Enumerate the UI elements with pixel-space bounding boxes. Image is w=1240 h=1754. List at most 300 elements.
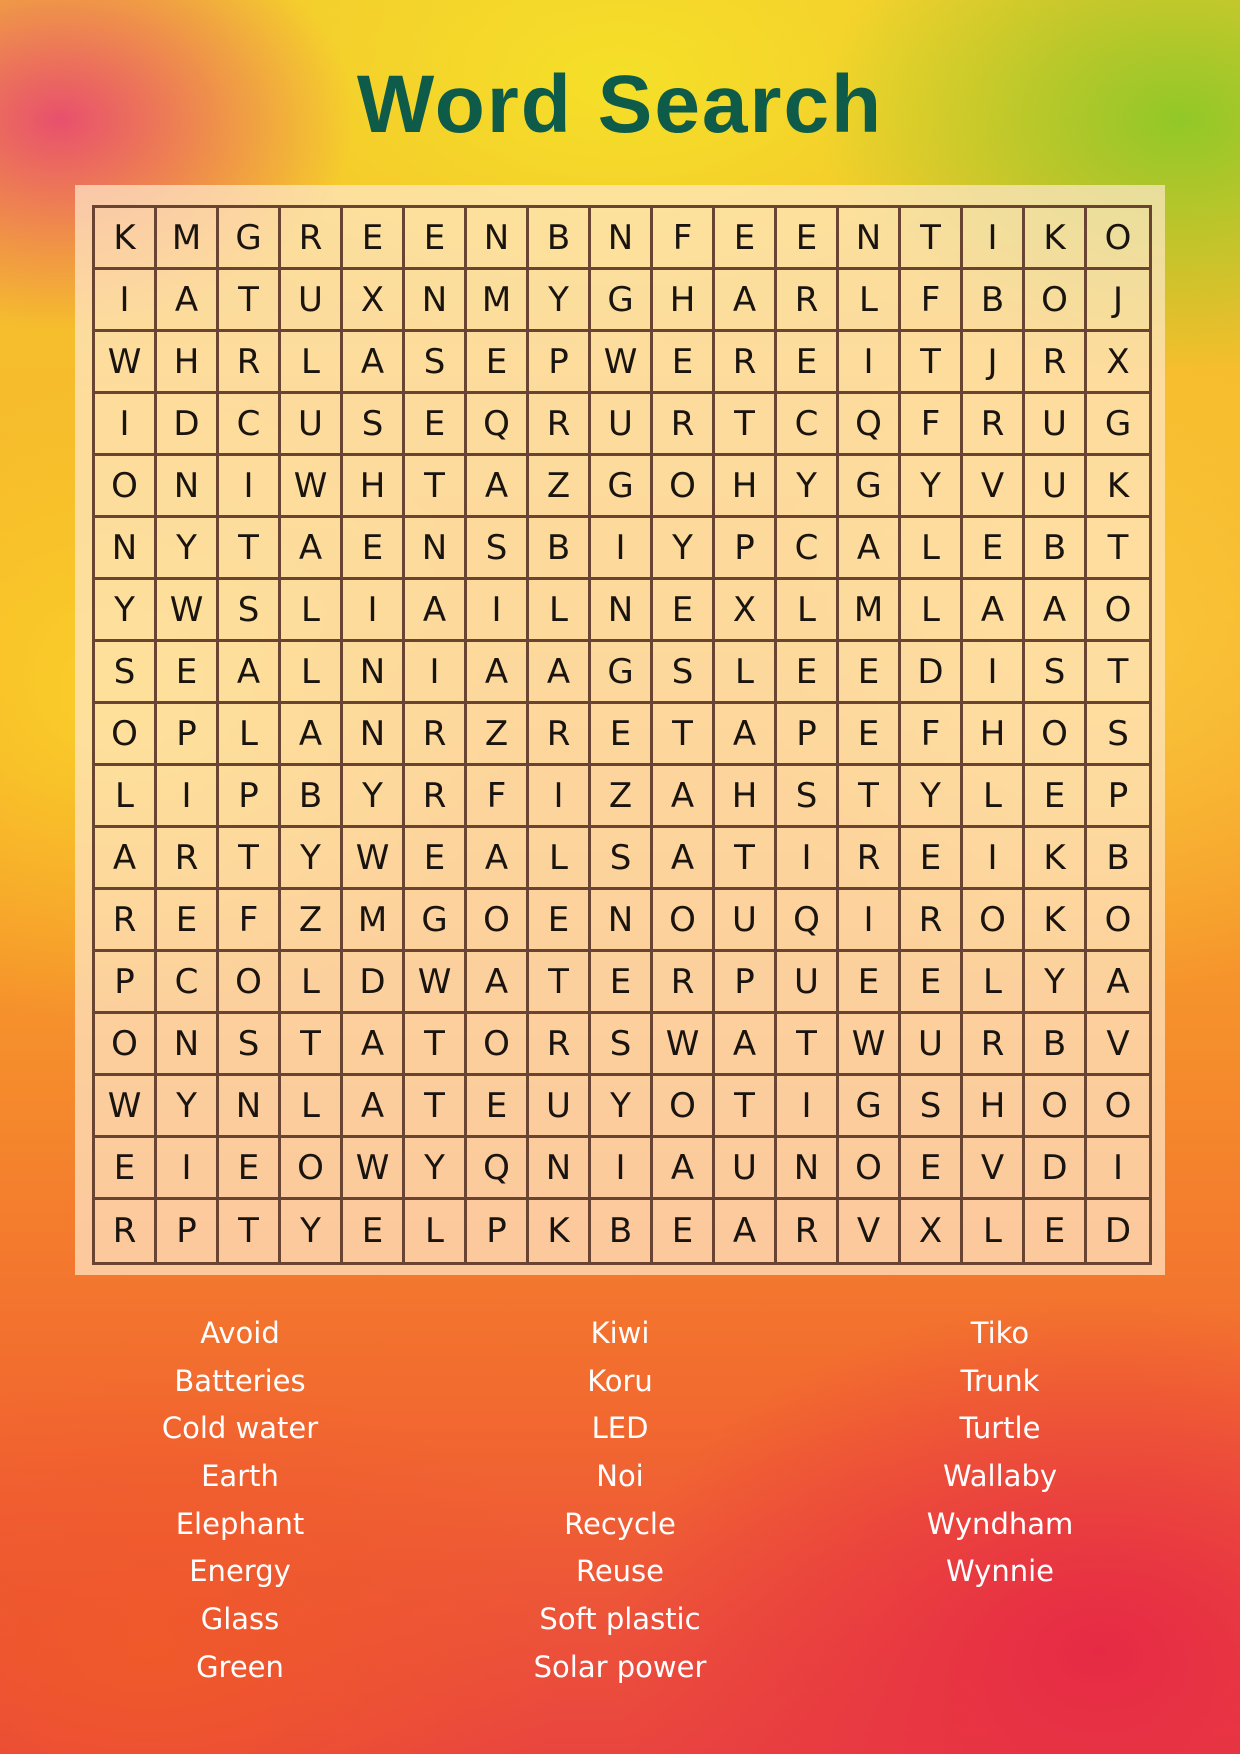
grid-cell[interactable]: I xyxy=(963,828,1025,890)
word-item: Kiwi xyxy=(590,1316,650,1350)
grid-cell[interactable]: S xyxy=(95,642,157,704)
grid-cell[interactable]: A xyxy=(839,518,901,580)
grid-cell[interactable]: N xyxy=(591,208,653,270)
grid-cell[interactable]: O xyxy=(95,704,157,766)
grid-cell[interactable]: Z xyxy=(529,456,591,518)
grid-cell[interactable]: W xyxy=(839,1014,901,1076)
grid-cell[interactable]: Y xyxy=(901,766,963,828)
word-item: Wynnie xyxy=(946,1554,1054,1589)
grid-cell[interactable]: E xyxy=(653,580,715,642)
grid-cell[interactable]: N xyxy=(529,1138,591,1200)
grid-cell[interactable]: M xyxy=(157,208,219,270)
grid-cell[interactable]: I xyxy=(839,332,901,394)
grid-cell[interactable]: J xyxy=(963,332,1025,394)
grid-cell[interactable]: Y xyxy=(1025,952,1087,1014)
grid-cell[interactable]: Z xyxy=(467,704,529,766)
grid-cell[interactable]: A xyxy=(715,1200,777,1262)
grid-cell[interactable]: L xyxy=(901,580,963,642)
grid-cell[interactable]: A xyxy=(343,1014,405,1076)
grid-cell[interactable]: H xyxy=(157,332,219,394)
grid-cell[interactable]: D xyxy=(1025,1138,1087,1200)
grid-cell[interactable]: Y xyxy=(157,518,219,580)
grid-cell[interactable]: L xyxy=(95,766,157,828)
grid-cell[interactable]: Z xyxy=(281,890,343,952)
grid-cell[interactable]: Y xyxy=(281,1200,343,1262)
grid-cell[interactable]: E xyxy=(95,1138,157,1200)
grid-cell[interactable]: S xyxy=(653,642,715,704)
grid-cell[interactable]: L xyxy=(963,766,1025,828)
grid-cell[interactable]: B xyxy=(1025,518,1087,580)
grid-cell[interactable]: P xyxy=(219,766,281,828)
grid-cell[interactable]: A xyxy=(281,518,343,580)
grid-cell[interactable]: X xyxy=(1087,332,1149,394)
grid-cell[interactable]: H xyxy=(715,766,777,828)
grid-cell[interactable]: Y xyxy=(157,1076,219,1138)
grid-cell[interactable]: S xyxy=(405,332,467,394)
grid-cell[interactable]: E xyxy=(529,890,591,952)
grid-cell[interactable]: I xyxy=(157,1138,219,1200)
grid-cell[interactable]: J xyxy=(1087,270,1149,332)
grid-cell[interactable]: H xyxy=(653,270,715,332)
grid-cell[interactable]: O xyxy=(467,1014,529,1076)
grid-cell[interactable]: N xyxy=(839,208,901,270)
grid-cell[interactable]: M xyxy=(343,890,405,952)
grid-cell[interactable]: V xyxy=(1087,1014,1149,1076)
grid-cell[interactable]: K xyxy=(95,208,157,270)
grid-cell[interactable]: E xyxy=(839,952,901,1014)
grid-cell[interactable]: O xyxy=(653,1076,715,1138)
grid-cell[interactable]: O xyxy=(219,952,281,1014)
grid-cell[interactable]: S xyxy=(1087,704,1149,766)
grid-cell[interactable]: L xyxy=(715,642,777,704)
grid-cell[interactable]: Y xyxy=(529,270,591,332)
grid-cell[interactable]: O xyxy=(1087,580,1149,642)
word-item: Trunk xyxy=(960,1363,1040,1398)
grid-cell[interactable]: X xyxy=(715,580,777,642)
grid-cell[interactable]: A xyxy=(467,642,529,704)
grid-cell[interactable]: T xyxy=(405,1076,467,1138)
grid-cell[interactable]: E xyxy=(1025,766,1087,828)
grid-cell[interactable]: Z xyxy=(591,766,653,828)
grid-cell[interactable]: A xyxy=(157,270,219,332)
grid-cell[interactable]: D xyxy=(157,394,219,456)
grid-cell[interactable]: H xyxy=(343,456,405,518)
grid-cell[interactable]: U xyxy=(777,952,839,1014)
grid-cell[interactable]: B xyxy=(591,1200,653,1262)
grid-cell[interactable]: E xyxy=(777,332,839,394)
grid-cell[interactable]: E xyxy=(157,642,219,704)
grid-cell[interactable]: I xyxy=(529,766,591,828)
grid-cell[interactable]: C xyxy=(157,952,219,1014)
grid-cell[interactable]: G xyxy=(1087,394,1149,456)
grid-cell[interactable]: I xyxy=(591,518,653,580)
grid-cell[interactable]: A xyxy=(467,952,529,1014)
grid-cell[interactable]: E xyxy=(963,518,1025,580)
grid-cell[interactable]: L xyxy=(219,704,281,766)
grid-cell[interactable]: D xyxy=(901,642,963,704)
grid-cell[interactable]: W xyxy=(95,1076,157,1138)
word-item: Cold water xyxy=(161,1411,319,1446)
grid-cell[interactable]: F xyxy=(901,394,963,456)
grid-cell[interactable]: S xyxy=(1025,642,1087,704)
grid-cell[interactable]: B xyxy=(529,518,591,580)
grid-cell[interactable]: L xyxy=(777,580,839,642)
grid-cell[interactable]: E xyxy=(343,208,405,270)
grid-cell[interactable]: B xyxy=(1025,1014,1087,1076)
grid-cell[interactable]: F xyxy=(901,704,963,766)
grid-cell[interactable]: O xyxy=(1025,270,1087,332)
grid-cell[interactable]: A xyxy=(653,828,715,890)
grid-cell[interactable]: P xyxy=(157,704,219,766)
grid-cell[interactable]: O xyxy=(1087,1076,1149,1138)
grid-cell[interactable]: L xyxy=(281,642,343,704)
grid-cell[interactable]: G xyxy=(839,1076,901,1138)
grid-cell[interactable]: P xyxy=(95,952,157,1014)
grid-cell[interactable]: R xyxy=(281,208,343,270)
grid-cell[interactable]: O xyxy=(95,1014,157,1076)
grid-cell[interactable]: Q xyxy=(777,890,839,952)
grid-cell[interactable]: A xyxy=(343,332,405,394)
grid-cell[interactable]: Q xyxy=(467,394,529,456)
grid-cell[interactable]: T xyxy=(777,1014,839,1076)
grid-cell[interactable]: Y xyxy=(653,518,715,580)
grid-cell[interactable]: T xyxy=(839,766,901,828)
grid-cell[interactable]: R xyxy=(715,332,777,394)
word-item: Elephant xyxy=(175,1506,305,1541)
grid-cell[interactable]: O xyxy=(839,1138,901,1200)
grid-cell[interactable]: R xyxy=(219,332,281,394)
grid-cell[interactable]: L xyxy=(529,580,591,642)
grid-cell[interactable]: L xyxy=(963,952,1025,1014)
grid-cell[interactable]: G xyxy=(591,456,653,518)
grid-cell[interactable]: E xyxy=(343,1200,405,1262)
grid-cell[interactable]: U xyxy=(715,1138,777,1200)
grid-cell[interactable]: C xyxy=(777,394,839,456)
word-item: Wyndham xyxy=(926,1506,1074,1541)
grid-cell[interactable]: E xyxy=(219,1138,281,1200)
grid-cell[interactable]: U xyxy=(901,1014,963,1076)
grid-cell[interactable]: S xyxy=(343,394,405,456)
grid-cell[interactable]: V xyxy=(963,456,1025,518)
grid-cell[interactable]: G xyxy=(591,270,653,332)
grid-cell[interactable]: E xyxy=(715,208,777,270)
grid-cell[interactable]: G xyxy=(405,890,467,952)
grid-cell[interactable]: M xyxy=(467,270,529,332)
grid-cell[interactable]: N xyxy=(405,270,467,332)
grid-cell[interactable]: P xyxy=(715,518,777,580)
grid-cell[interactable]: L xyxy=(839,270,901,332)
grid-cell[interactable]: E xyxy=(405,828,467,890)
grid-cell[interactable]: O xyxy=(1087,208,1149,270)
grid-cell[interactable]: K xyxy=(1025,828,1087,890)
grid-cell[interactable]: E xyxy=(653,332,715,394)
grid-cell[interactable]: U xyxy=(529,1076,591,1138)
grid-cell[interactable]: N xyxy=(95,518,157,580)
grid-cell[interactable]: B xyxy=(529,208,591,270)
grid-cell[interactable]: I xyxy=(963,208,1025,270)
grid-cell[interactable]: O xyxy=(963,890,1025,952)
grid-cell[interactable]: E xyxy=(467,332,529,394)
grid-cell[interactable]: M xyxy=(839,580,901,642)
grid-cell[interactable]: R xyxy=(95,1200,157,1262)
grid-cell[interactable]: S xyxy=(467,518,529,580)
grid-cell[interactable]: E xyxy=(901,952,963,1014)
grid-cell[interactable]: C xyxy=(777,518,839,580)
grid-cell[interactable]: O xyxy=(95,456,157,518)
grid-cell[interactable]: W xyxy=(343,1138,405,1200)
grid-cell[interactable]: A xyxy=(281,704,343,766)
grid-cell[interactable]: I xyxy=(157,766,219,828)
grid-cell[interactable]: R xyxy=(405,704,467,766)
grid-cell[interactable]: O xyxy=(653,456,715,518)
grid-cell[interactable]: F xyxy=(901,270,963,332)
grid-cell[interactable]: A xyxy=(653,1138,715,1200)
grid-cell[interactable]: E xyxy=(405,208,467,270)
grid-cell[interactable]: W xyxy=(343,828,405,890)
grid-cell[interactable]: B xyxy=(963,270,1025,332)
grid-cell[interactable]: Q xyxy=(467,1138,529,1200)
grid-cell[interactable]: I xyxy=(591,1138,653,1200)
grid-cell[interactable]: P xyxy=(1087,766,1149,828)
grid-cell[interactable]: Y xyxy=(901,456,963,518)
grid-cell[interactable]: E xyxy=(901,828,963,890)
grid-cell[interactable]: L xyxy=(281,332,343,394)
grid-cell[interactable]: T xyxy=(219,828,281,890)
grid-cell[interactable]: R xyxy=(529,704,591,766)
grid-cell[interactable]: N xyxy=(777,1138,839,1200)
grid-cell[interactable]: A xyxy=(529,642,591,704)
grid-cell[interactable]: N xyxy=(157,456,219,518)
grid-cell[interactable]: V xyxy=(839,1200,901,1262)
grid-cell[interactable]: S xyxy=(591,828,653,890)
grid-cell[interactable]: G xyxy=(591,642,653,704)
grid-cell[interactable]: Y xyxy=(281,828,343,890)
grid-cell[interactable]: A xyxy=(95,828,157,890)
grid-cell[interactable]: W xyxy=(157,580,219,642)
grid-cell[interactable]: A xyxy=(715,270,777,332)
grid-cell[interactable]: T xyxy=(1087,642,1149,704)
grid-cell[interactable]: A xyxy=(715,1014,777,1076)
grid-cell[interactable]: L xyxy=(405,1200,467,1262)
grid-cell[interactable]: E xyxy=(405,394,467,456)
grid-cell[interactable]: E xyxy=(901,1138,963,1200)
grid-cell[interactable]: O xyxy=(281,1138,343,1200)
grid-cell[interactable]: F xyxy=(219,890,281,952)
grid-cell[interactable]: U xyxy=(281,270,343,332)
grid-cell[interactable]: K xyxy=(1025,890,1087,952)
grid-cell[interactable]: Y xyxy=(777,456,839,518)
grid-cell[interactable]: Y xyxy=(343,766,405,828)
grid-cell[interactable]: I xyxy=(219,456,281,518)
grid-cell[interactable]: P xyxy=(715,952,777,1014)
grid-cell[interactable]: T xyxy=(405,1014,467,1076)
grid-cell[interactable]: S xyxy=(591,1014,653,1076)
grid-cell[interactable]: I xyxy=(777,1076,839,1138)
grid-cell[interactable]: E xyxy=(591,952,653,1014)
grid-cell[interactable]: T xyxy=(405,456,467,518)
grid-cell[interactable]: H xyxy=(963,1076,1025,1138)
grid-cell[interactable]: T xyxy=(901,208,963,270)
grid-cell[interactable]: R xyxy=(405,766,467,828)
grid-cell[interactable]: L xyxy=(281,952,343,1014)
grid-cell[interactable]: A xyxy=(653,766,715,828)
grid-cell[interactable]: T xyxy=(219,270,281,332)
grid-cell[interactable]: T xyxy=(653,704,715,766)
grid-cell[interactable]: L xyxy=(281,580,343,642)
grid-cell[interactable]: W xyxy=(653,1014,715,1076)
grid-cell[interactable]: H xyxy=(963,704,1025,766)
grid-cell[interactable]: Q xyxy=(839,394,901,456)
grid-cell[interactable]: A xyxy=(219,642,281,704)
grid-cell[interactable]: E xyxy=(653,1200,715,1262)
grid-cell[interactable]: U xyxy=(281,394,343,456)
grid-cell[interactable]: W xyxy=(95,332,157,394)
grid-cell[interactable]: S xyxy=(219,1014,281,1076)
grid-cell[interactable]: G xyxy=(839,456,901,518)
grid-cell[interactable]: R xyxy=(777,1200,839,1262)
grid-cell[interactable]: E xyxy=(591,704,653,766)
grid-cell[interactable]: F xyxy=(467,766,529,828)
grid-cell[interactable]: I xyxy=(777,828,839,890)
grid-cell[interactable]: K xyxy=(529,1200,591,1262)
grid-cell[interactable]: K xyxy=(1087,456,1149,518)
grid-cell[interactable]: H xyxy=(715,456,777,518)
grid-cell[interactable]: R xyxy=(1025,332,1087,394)
grid-cell[interactable]: S xyxy=(219,580,281,642)
word-search-board xyxy=(75,185,1165,1275)
grid-cell[interactable]: I xyxy=(467,580,529,642)
grid-cell[interactable]: G xyxy=(219,208,281,270)
grid-cell[interactable]: Y xyxy=(591,1076,653,1138)
grid-cell[interactable]: L xyxy=(529,828,591,890)
grid-cell[interactable]: N xyxy=(157,1014,219,1076)
grid-cell[interactable]: I xyxy=(95,394,157,456)
grid-cell[interactable]: B xyxy=(1087,828,1149,890)
grid-cell[interactable]: O xyxy=(1025,1076,1087,1138)
grid-cell[interactable]: W xyxy=(281,456,343,518)
grid-cell[interactable]: A xyxy=(405,580,467,642)
grid-cell[interactable]: T xyxy=(529,952,591,1014)
grid-cell[interactable]: Y xyxy=(405,1138,467,1200)
grid-cell[interactable]: T xyxy=(1087,518,1149,580)
grid-cell[interactable]: E xyxy=(839,642,901,704)
grid-cell[interactable]: N xyxy=(343,642,405,704)
grid-cell[interactable]: E xyxy=(839,704,901,766)
grid-cell[interactable]: T xyxy=(219,518,281,580)
grid-cell[interactable]: R xyxy=(653,952,715,1014)
grid-cell[interactable]: O xyxy=(1087,890,1149,952)
grid-cell[interactable]: R xyxy=(839,828,901,890)
grid-cell[interactable]: N xyxy=(467,208,529,270)
grid-cell[interactable]: K xyxy=(1025,208,1087,270)
grid-cell[interactable]: T xyxy=(715,1076,777,1138)
grid-cell[interactable]: T xyxy=(219,1200,281,1262)
grid-cell[interactable]: E xyxy=(777,208,839,270)
grid-cell[interactable]: F xyxy=(653,208,715,270)
grid-cell[interactable]: D xyxy=(343,952,405,1014)
grid-cell[interactable]: A xyxy=(1025,580,1087,642)
grid-cell[interactable]: I xyxy=(343,580,405,642)
grid-cell[interactable]: R xyxy=(963,394,1025,456)
grid-cell[interactable]: R xyxy=(963,1014,1025,1076)
grid-cell[interactable]: B xyxy=(281,766,343,828)
grid-cell[interactable]: R xyxy=(653,394,715,456)
grid-cell[interactable]: E xyxy=(343,518,405,580)
grid-cell[interactable]: I xyxy=(963,642,1025,704)
word-item: Noi xyxy=(596,1459,644,1494)
grid-cell[interactable]: W xyxy=(591,332,653,394)
grid-cell[interactable]: N xyxy=(405,518,467,580)
grid-cell[interactable]: A xyxy=(467,456,529,518)
word-item: Solar power xyxy=(533,1649,707,1684)
grid-cell[interactable]: R xyxy=(777,270,839,332)
grid-cell[interactable]: R xyxy=(95,890,157,952)
grid-cell[interactable]: P xyxy=(529,332,591,394)
grid-cell[interactable]: N xyxy=(591,580,653,642)
grid-cell[interactable]: N xyxy=(219,1076,281,1138)
grid-cell[interactable]: N xyxy=(343,704,405,766)
grid-cell[interactable]: V xyxy=(963,1138,1025,1200)
grid-cell[interactable]: P xyxy=(467,1200,529,1262)
grid-cell[interactable]: A xyxy=(1087,952,1149,1014)
grid-cell[interactable]: Y xyxy=(95,580,157,642)
grid-cell[interactable]: I xyxy=(95,270,157,332)
grid-cell[interactable]: A xyxy=(963,580,1025,642)
grid-cell[interactable]: R xyxy=(529,394,591,456)
grid-cell[interactable]: S xyxy=(777,766,839,828)
grid-cell[interactable]: C xyxy=(219,394,281,456)
grid-cell[interactable]: A xyxy=(715,704,777,766)
grid-cell[interactable]: S xyxy=(901,1076,963,1138)
grid-cell[interactable]: T xyxy=(715,828,777,890)
grid-cell[interactable]: R xyxy=(157,828,219,890)
grid-cell[interactable]: E xyxy=(777,642,839,704)
grid-cell[interactable]: P xyxy=(157,1200,219,1262)
word-item: Koru xyxy=(587,1363,653,1398)
grid-cell[interactable]: W xyxy=(405,952,467,1014)
grid-cell[interactable]: E xyxy=(467,1076,529,1138)
grid-cell[interactable]: D xyxy=(1104,1211,1132,1251)
grid-cell[interactable]: O xyxy=(653,890,715,952)
grid-cell[interactable]: U xyxy=(1025,456,1087,518)
grid-cell[interactable]: I xyxy=(839,890,901,952)
grid-cell[interactable]: E xyxy=(157,890,219,952)
grid-cell[interactable]: P xyxy=(777,704,839,766)
grid-cell[interactable]: U xyxy=(591,394,653,456)
grid-cell[interactable]: A xyxy=(343,1076,405,1138)
grid-cell[interactable]: N xyxy=(591,890,653,952)
grid-cell[interactable]: X xyxy=(901,1200,963,1262)
grid-cell[interactable]: U xyxy=(715,890,777,952)
grid-cell[interactable]: L xyxy=(281,1076,343,1138)
word-item: Batteries xyxy=(174,1363,306,1398)
grid-cell[interactable]: L xyxy=(963,1200,1025,1262)
grid-cell[interactable]: X xyxy=(343,270,405,332)
grid-cell[interactable]: O xyxy=(467,890,529,952)
grid-cell[interactable]: R xyxy=(901,890,963,952)
grid-cell[interactable]: R xyxy=(529,1014,591,1076)
grid-cell[interactable]: O xyxy=(1025,704,1087,766)
grid-cell[interactable]: I xyxy=(405,642,467,704)
grid-cell[interactable]: T xyxy=(715,394,777,456)
grid-cell[interactable]: U xyxy=(1025,394,1087,456)
grid-cell[interactable]: A xyxy=(467,828,529,890)
grid-cell[interactable]: T xyxy=(281,1014,343,1076)
grid-cell[interactable]: T xyxy=(901,332,963,394)
grid-cell[interactable]: I xyxy=(1087,1138,1149,1200)
grid-cell[interactable]: E xyxy=(1025,1200,1087,1262)
grid-cell[interactable]: L xyxy=(901,518,963,580)
